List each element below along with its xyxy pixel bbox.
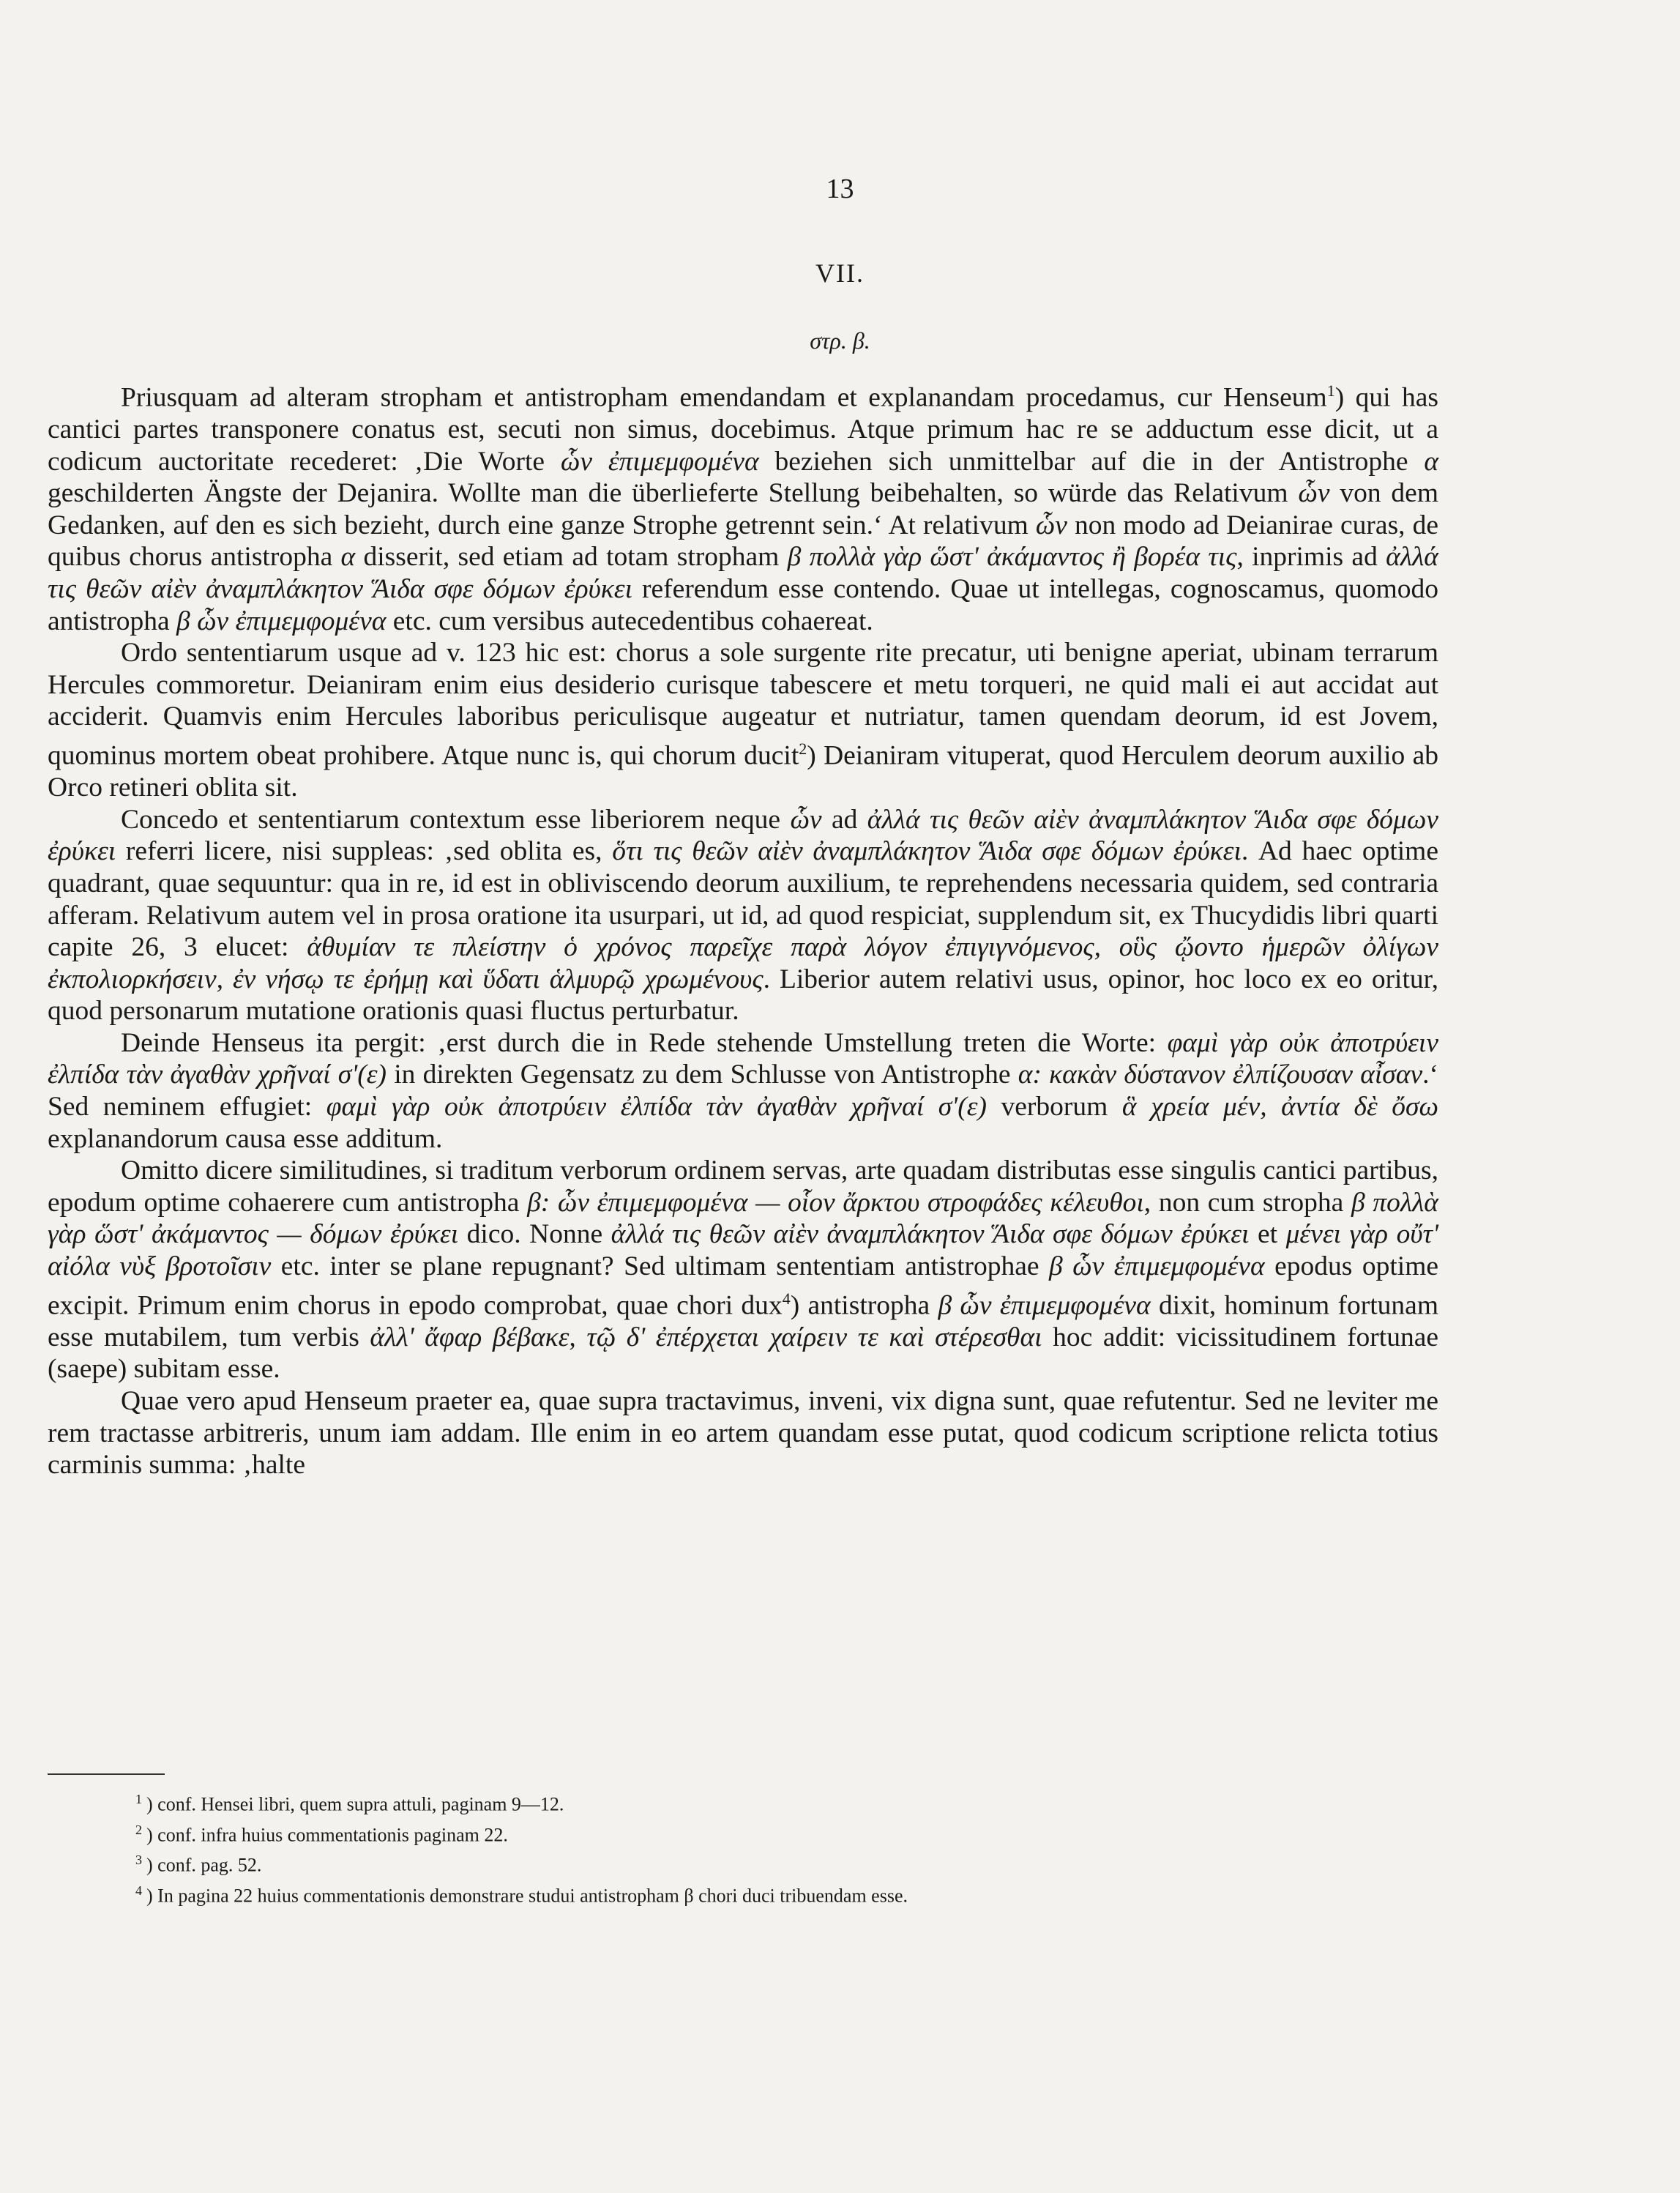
body-text (48, 375, 1438, 1481)
greek-quote: β πολλὰ γὰρ ὥστ' ἀκάμαντος — δόμων ἐρύκει (48, 1187, 1438, 1250)
paragraph (48, 637, 1438, 803)
paragraph (48, 375, 1438, 637)
text-run: ) antistropha (790, 1290, 938, 1321)
subsection-heading: στρ. β. (810, 327, 870, 354)
greek-quote: ὧν (1298, 478, 1330, 509)
greek-quote: β πολλὰ γὰρ ὥστ' ἀκάμαντος ἢ βορέα τις (787, 542, 1237, 573)
footnote-text: ) In pagina 22 huius commentationis demonstrare studui antistropham β chori duci tribuendam esse. (146, 1885, 908, 1907)
footnote-text: ) conf. Hensei libri, quem supra attuli, paginam 9—12. (146, 1793, 564, 1815)
section-heading: VII. (815, 258, 865, 288)
text-run: ad (821, 804, 867, 835)
greek-quote: ὧν (1035, 510, 1067, 540)
footnote-ref: 4 (782, 1289, 791, 1308)
text-run: dixit, hominum fortunam esse mutabilem, tum verbis (48, 1290, 1438, 1352)
footnote (135, 1847, 1380, 1878)
greek-quote: ἃ χρεία μέν, ἀντία δὲ ὄσω (1121, 1092, 1438, 1122)
greek-quote: β ὧν ἐπιμεμφομένα (938, 1290, 1151, 1321)
text-run: etc. inter se plane repugnant? Sed ultimam sententiam antistrophae (271, 1251, 1050, 1282)
greek-quote: β ὧν ἐπιμεμφομένα (1049, 1251, 1265, 1282)
text-run: . Ad haec optime quadrant, quae sequuntur: qua in re, id est in obliviscendo deorum auxilium, te reprehendens necessaria quidem, sed contraria afferam. Relativum autem vel in prosa oratione ita usurpari, ut id, ad quod respiciat, supplendum sit, ex Thucydidis libri quarti capite 26, 3 elucet: (48, 836, 1438, 963)
greek-quote: α: κακὰν δύστανον ἐλπίζουσαν αἶσαν (1018, 1060, 1423, 1090)
text-run: etc. cum versibus autecedentibus cohaereat. (386, 606, 873, 636)
greek-quote: ἀλλά τις θεῶν αἰὲν ἀναμπλάκητον Ἅιδα σφε δόμων ἐρύκει (48, 542, 1438, 605)
paragraph (48, 804, 1438, 1027)
text-run: verborum (986, 1092, 1122, 1122)
greek-quote: β: ὧν ἐπιμεμφομένα — οἷον ἄρκτου στροφάδες κέλευθοι (527, 1187, 1144, 1218)
greek-quote: φαμὶ γὰρ οὐκ ἀποτρύειν ἐλπίδα τὰν ἀγαθὰν χρῆναί σ'(ε) (326, 1092, 987, 1122)
text-run: explanandorum causa esse additum. (48, 1123, 443, 1154)
text-run: Deinde Henseus ita pergit: ‚erst durch die in Rede stehende Umstellung treten die Worte: (121, 1027, 1168, 1058)
text-run: geschilderten Ängste der Dejanira. Wollte man die überlieferte Stellung beibehalten, so würde das Relativum (48, 478, 1299, 509)
footnote-mark: 1 (135, 1792, 142, 1806)
paragraph (48, 1155, 1438, 1385)
text-run: hoc addit: vicissitudinem fortunae (saepe) subitam esse. (48, 1322, 1438, 1385)
text-run: Concedo et sententiarum contextum esse liberiorem neque (121, 804, 791, 835)
text-run: Quae vero apud Henseum praeter ea, quae supra tractavimus, inveni, vix digna sunt, quae refutentur. Sed ne leviter me rem tractasse arbitreris, unum iam addam. Ille enim in eo artem quandam esse putat, quod codicum scriptione relicta totius carminis summa: ‚halte (48, 1385, 1438, 1481)
footnote-divider (48, 1773, 165, 1775)
text-run: Priusquam ad alteram stropham et antistropham emendandam et explanandam procedamus, cur Henseum (121, 382, 1327, 413)
text-run: Omitto dicere similitudines, si traditum verborum ordinem servas, arte quadam distributas esse singulis cantici partibus, epodum optime cohaerere cum antistropha (48, 1155, 1438, 1218)
greek-quote: β ὧν ἐπιμεμφομένα (176, 606, 387, 636)
footnotes (135, 1787, 1380, 1909)
greek-quote: ἀλλά τις θεῶν αἰὲν ἀναμπλάκητον Ἅιδα σφε δόμων ἐρύκει (611, 1219, 1250, 1250)
text-run: non modo ad Deianirae curas, de quibus chorus antistropha (48, 510, 1438, 573)
text-run: beziehen sich unmittelbar auf die in der Antistrophe (758, 446, 1425, 477)
text-run: dico. Nonne (458, 1219, 611, 1250)
greek-quote: ὅτι τις θεῶν αἰὲν ἀναμπλάκητον Ἅιδα σφε δόμων ἐρύκει (612, 836, 1242, 867)
footnote-mark: 4 (135, 1883, 142, 1898)
footnote (135, 1787, 1380, 1817)
greek-quote: ἀθυμίαν τε πλείστην ὁ χρόνος παρεῖχε παρὰ λόγον ἐπιγιγνόμενος, οὓς ᾤοντο ἡμερῶν ὀλίγων ἐκπολιορκήσειν, ἐν νήσῳ τε ἐρήμῃ καὶ ὕδατι ἁλμυρῷ χρωμένους (48, 932, 1438, 994)
greek-quote: α (1424, 446, 1439, 477)
footnote-text: ) conf. pag. 52. (146, 1854, 262, 1876)
text-run: ) Deianiram vituperat, quod Herculem deorum auxilio ab Orco retineri oblita sit. (48, 740, 1438, 803)
greek-quote: μένει γὰρ οὔτ' αἰόλα νὺξ βροτοῖσιν (48, 1219, 1438, 1282)
paragraph (48, 1385, 1438, 1481)
text-run: et (1249, 1219, 1286, 1250)
footnote (135, 1817, 1380, 1848)
text-run: referendum esse contendo. Quae ut intellegas, cognoscamus, quomodo antistropha (48, 574, 1438, 636)
footnote-ref: 2 (799, 740, 807, 759)
footnote-mark: 3 (135, 1853, 142, 1868)
footnote-text: ) conf. infra huius commentationis paginam 22. (146, 1824, 508, 1846)
footnote (135, 1878, 1380, 1909)
greek-quote: ἀλλ' ἄφαρ βέβακε, τῷ δ' ἐπέρχεται χαίρειν τε καὶ στέρεσθαι (370, 1322, 1042, 1352)
text-run: Ordo sententiarum usque ad v. 123 hic est: chorus a sole surgente rite precatur, uti benigne aperiat, ubinam terrarum Hercules commoretur. Deianiram enim eius desiderio curisque tabescere et metu torqueri, ne quid mali ei aut accidat aut acciderit. Quamvis enim Hercules laboribus periculisque augeatur et nutriatur, tamen quendam deorum, id est Jovem, quominus mortem obeat prohibere. Atque nunc is, qui chorum ducit (48, 638, 1438, 771)
text-run: epodus optime excipit. Primum enim chorus in epodo comprobat, quae chori dux (48, 1251, 1439, 1321)
paragraph (48, 1027, 1438, 1155)
text-run: .‘ Sed neminem effugiet: (48, 1060, 1438, 1122)
greek-quote: ὧν ἐπιμεμφομένα (560, 446, 759, 477)
greek-quote: ἀλλά τις θεῶν αἰὲν ἀναμπλάκητον Ἅιδα σφε δόμων ἐρύκει (48, 804, 1438, 867)
greek-quote: α (340, 542, 356, 573)
text-run: in direkten Gegensatz zu dem Schlusse von Antistrophe (387, 1060, 1018, 1090)
text-run: disserit, sed etiam ad totam stropham (355, 542, 788, 573)
text-run: , inprimis ad (1236, 542, 1386, 573)
footnote-mark: 2 (135, 1822, 142, 1837)
text-run: referri licere, nisi suppleas: ‚sed oblita es, (116, 836, 613, 867)
greek-quote: φαμὶ γὰρ οὐκ ἀποτρύειν ἐλπίδα τὰν ἀγαθὰν χρῆναί σ'(ε) (48, 1027, 1438, 1090)
text-run: von dem Gedanken, auf den es sich bezieht, durch eine ganze Strophe getrennt sein.‘ At relativum (48, 478, 1438, 540)
text-run: ) qui has cantici partes transponere conatus est, secuti non simus, docebimus. Atque primum hac re se adductum esse dicit, ut a codicum auctoritate recederet: ‚Die Worte (48, 382, 1439, 477)
page-number: 13 (826, 174, 854, 204)
greek-quote: ὧν (790, 804, 822, 835)
text-run: , non cum stropha (1143, 1187, 1351, 1218)
footnote-ref: 1 (1326, 381, 1335, 400)
text-run: . Liberior autem relativi usus, opinor, hoc loco ex eo oritur, quod personarum mutatione orationis quasi fluctus perturbatur. (48, 964, 1439, 1027)
